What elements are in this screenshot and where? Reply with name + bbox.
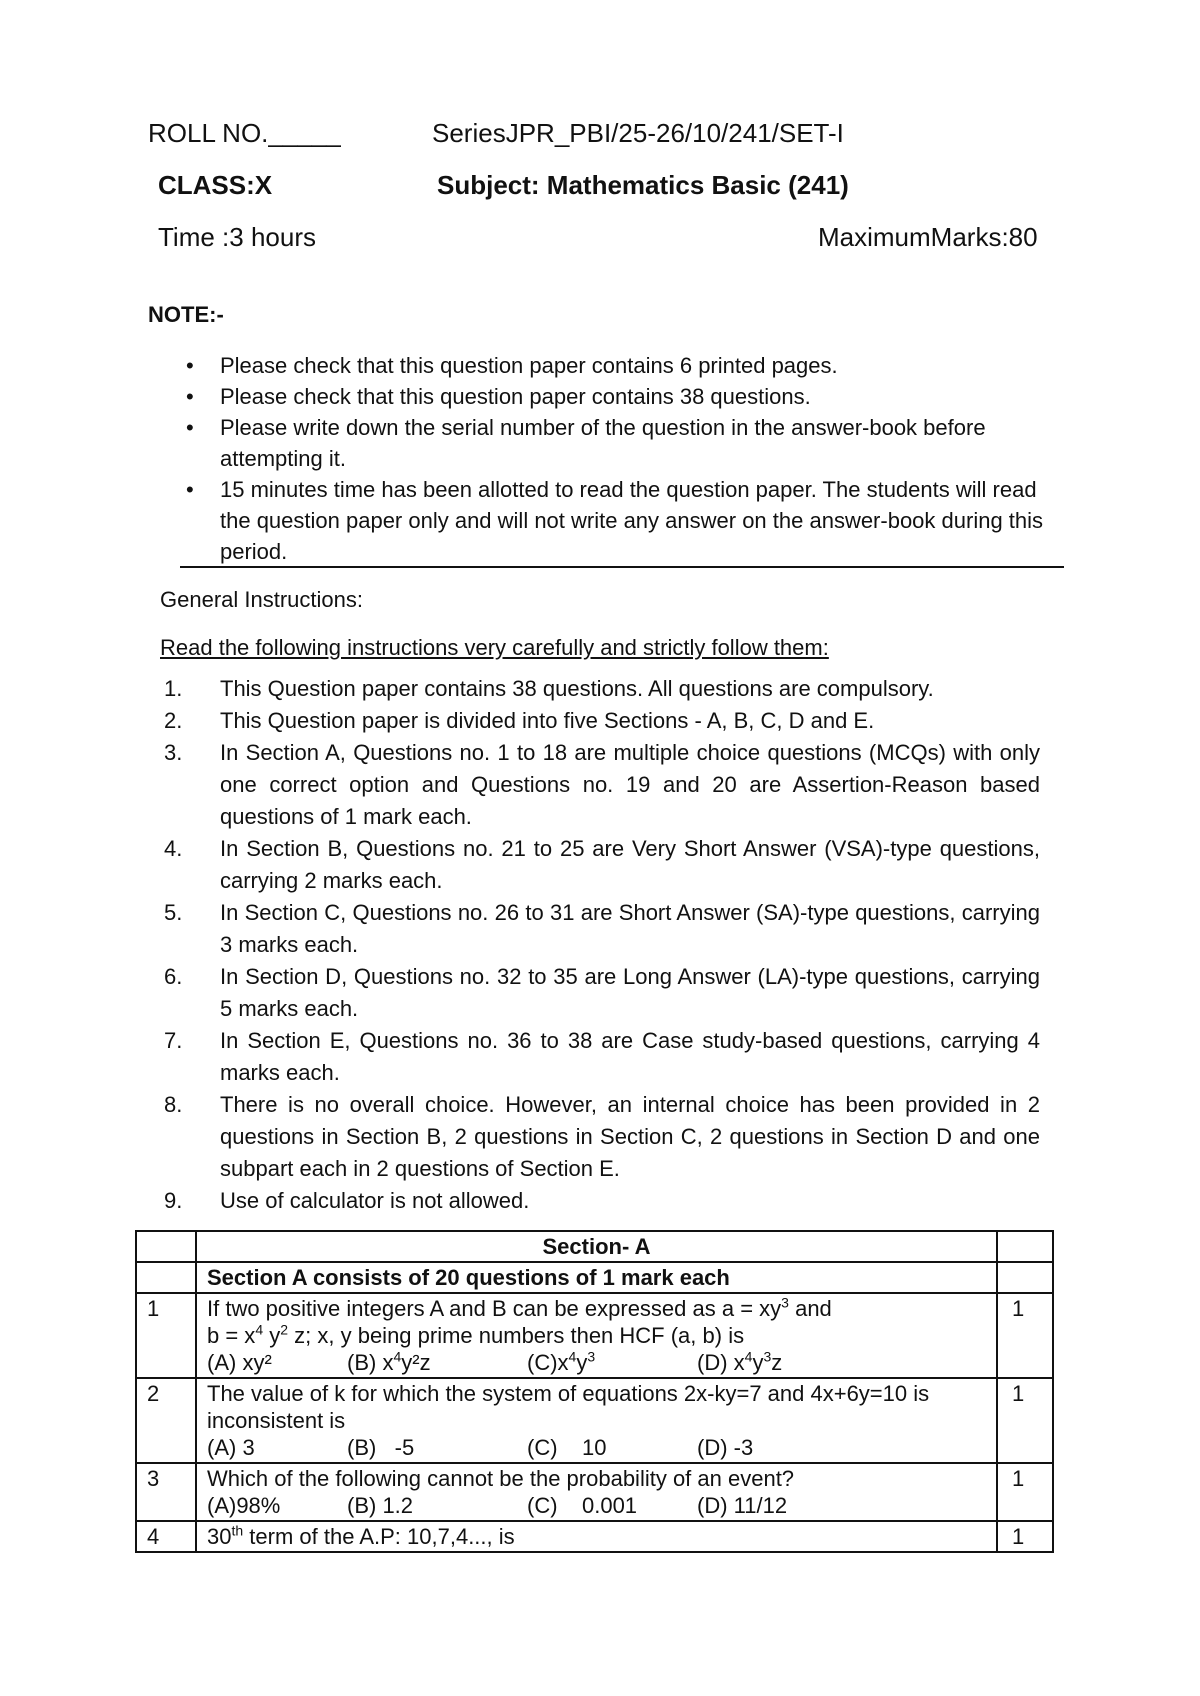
series-code: SeriesJPR_PBI/25-26/10/241/SET-I xyxy=(432,118,844,148)
section-title: Section- A xyxy=(196,1231,997,1262)
question-number: 1 xyxy=(136,1293,196,1378)
instruction-number: 4. xyxy=(164,836,183,861)
option-a: (A) 3 xyxy=(207,1435,255,1460)
instructions-list xyxy=(160,673,1040,1217)
question-number: 3 xyxy=(136,1463,196,1521)
instruction-number: 5. xyxy=(164,900,183,925)
option-d xyxy=(697,1349,782,1376)
table-row xyxy=(136,1463,1053,1521)
table-cell xyxy=(997,1262,1053,1293)
table-row xyxy=(136,1262,1053,1293)
general-instructions-heading: General Instructions: xyxy=(160,587,363,612)
options-row xyxy=(207,1349,986,1376)
roll-no: ROLL NO._____ xyxy=(148,118,341,148)
table-row xyxy=(136,1231,1053,1262)
question-number: 4 xyxy=(136,1521,196,1552)
section-subtitle: Section A consists of 20 questions of 1 mark each xyxy=(196,1262,997,1293)
superscript: th xyxy=(231,1522,244,1539)
max-marks-label: MaximumMarks:80 xyxy=(818,222,1038,252)
note-item: • Please write down the serial number of the question in the answer-book before attempting it. xyxy=(178,412,1058,474)
instruction-item xyxy=(160,961,1040,1025)
question-text xyxy=(196,1378,997,1463)
instruction-number: 1. xyxy=(164,676,183,701)
question-marks: 1 xyxy=(997,1378,1053,1463)
option-c xyxy=(527,1349,697,1376)
table-cell xyxy=(136,1262,196,1293)
text: y xyxy=(576,1350,588,1375)
question-marks: 1 xyxy=(997,1521,1053,1552)
instruction-text: In Section D, Questions no. 32 to 35 are Long Answer (LA)-type questions, carrying 5 marks each. xyxy=(220,964,1040,1021)
instruction-item xyxy=(160,737,1040,833)
superscript: 3 xyxy=(781,1294,789,1311)
instruction-text: In Section B, Questions no. 21 to 25 are Very Short Answer (VSA)-type questions, carrying 2 marks each. xyxy=(220,836,1040,893)
text: z xyxy=(771,1350,783,1375)
option-a: (A)98% xyxy=(207,1493,281,1518)
option-b: (B) 1.2 xyxy=(347,1493,414,1518)
instruction-text: There is no overall choice. However, an internal choice has been provided in 2 questions in Section B, 2 questions in Section C, 2 questions in Section D and one subpart each in 2 questions of Section E. xyxy=(220,1092,1040,1181)
question-line: The value of k for which the system of equations 2x-ky=7 and 4x+6y=10 is inconsistent is xyxy=(207,1381,930,1433)
question-text xyxy=(196,1521,997,1552)
instruction-text: This Question paper is divided into five Sections - A, B, C, D and E. xyxy=(220,708,875,733)
question-line xyxy=(207,1322,986,1349)
text: (D) x xyxy=(697,1350,745,1375)
note-list xyxy=(178,350,1058,567)
instruction-number: 3. xyxy=(164,740,183,765)
instruction-item xyxy=(160,897,1040,961)
instruction-text: In Section C, Questions no. 26 to 31 are Short Answer (SA)-type questions, carrying 3 marks each. xyxy=(220,900,1040,957)
instruction-text: Use of calculator is not allowed. xyxy=(220,1188,530,1213)
superscript: 4 xyxy=(744,1348,753,1365)
option-d: (D) -3 xyxy=(697,1435,754,1460)
divider xyxy=(180,566,1064,568)
instruction-item xyxy=(160,1185,1040,1217)
instruction-number: 6. xyxy=(164,964,183,989)
superscript: 3 xyxy=(587,1348,596,1365)
text: term of the A.P: 10,7,4..., is xyxy=(243,1524,515,1549)
instruction-text: In Section E, Questions no. 36 to 38 are Case study-based questions, carrying 4 marks each. xyxy=(220,1028,1040,1085)
text: (B) x xyxy=(347,1350,394,1375)
instruction-item xyxy=(160,1025,1040,1089)
time-label: Time :3 hours xyxy=(158,222,316,252)
option-d: (D) 11/12 xyxy=(697,1493,788,1518)
question-marks: 1 xyxy=(997,1293,1053,1378)
instruction-item xyxy=(160,833,1040,897)
section-a-table xyxy=(135,1230,1054,1553)
instruction-item xyxy=(160,673,1040,705)
text: y xyxy=(263,1323,281,1348)
superscript: 4 xyxy=(393,1348,402,1365)
question-line xyxy=(207,1295,986,1322)
options-row xyxy=(207,1434,986,1461)
question-number: 2 xyxy=(136,1378,196,1463)
question-line: Which of the following cannot be the probability of an event? xyxy=(207,1466,795,1491)
general-instructions-subheading: Read the following instructions very carefully and strictly follow them: xyxy=(160,635,829,660)
text: b = x xyxy=(207,1323,256,1348)
option-a: (A) xy² xyxy=(207,1350,272,1375)
table-row xyxy=(136,1378,1053,1463)
class-label: CLASS:X xyxy=(158,170,273,200)
note-item: • Please check that this question paper contains 6 printed pages. xyxy=(178,350,1058,381)
subject-label: Subject: Mathematics Basic (241) xyxy=(437,170,849,200)
text: and xyxy=(788,1296,832,1321)
table-row xyxy=(136,1521,1053,1552)
instruction-item xyxy=(160,1089,1040,1185)
question-text xyxy=(196,1463,997,1521)
option-c: (C) 10 xyxy=(527,1435,607,1460)
superscript: 4 xyxy=(568,1348,577,1365)
table-cell xyxy=(997,1231,1053,1262)
options-row xyxy=(207,1492,986,1519)
instruction-text: This Question paper contains 38 questions. All questions are compulsory. xyxy=(220,676,934,701)
option-b: (B) -5 xyxy=(347,1435,415,1460)
text: 30 xyxy=(207,1524,232,1549)
option-c: (C) 0.001 xyxy=(527,1493,638,1518)
superscript: 3 xyxy=(763,1348,772,1365)
instruction-number: 8. xyxy=(164,1092,183,1117)
note-item: • Please check that this question paper contains 38 questions. xyxy=(178,381,1058,412)
note-item: • 15 minutes time has been allotted to read the question paper. The students will read the question paper only and will not write any answer on the answer-book during this period. xyxy=(178,474,1058,567)
instruction-number: 7. xyxy=(164,1028,183,1053)
superscript: 2 xyxy=(280,1321,289,1338)
note-heading: NOTE:- xyxy=(148,302,224,327)
table-row xyxy=(136,1293,1053,1378)
question-marks: 1 xyxy=(997,1463,1053,1521)
instruction-number: 9. xyxy=(164,1188,183,1213)
superscript: 4 xyxy=(255,1321,264,1338)
instruction-number: 2. xyxy=(164,708,183,733)
text: z; x, y being prime numbers then HCF (a, b) is xyxy=(288,1323,745,1348)
option-b xyxy=(347,1349,527,1376)
instruction-text: In Section A, Questions no. 1 to 18 are multiple choice questions (MCQs) with only one correct option and Questions no. 19 and 20 are Assertion-Reason based questions of 1 mark each. xyxy=(220,740,1040,829)
text: (C)x xyxy=(527,1350,569,1375)
text: If two positive integers A and B can be expressed as a = xy xyxy=(207,1296,782,1321)
text: y²z xyxy=(401,1350,431,1375)
instruction-item xyxy=(160,705,1040,737)
table-cell xyxy=(136,1231,196,1262)
text: y xyxy=(752,1350,764,1375)
question-text xyxy=(196,1293,997,1378)
